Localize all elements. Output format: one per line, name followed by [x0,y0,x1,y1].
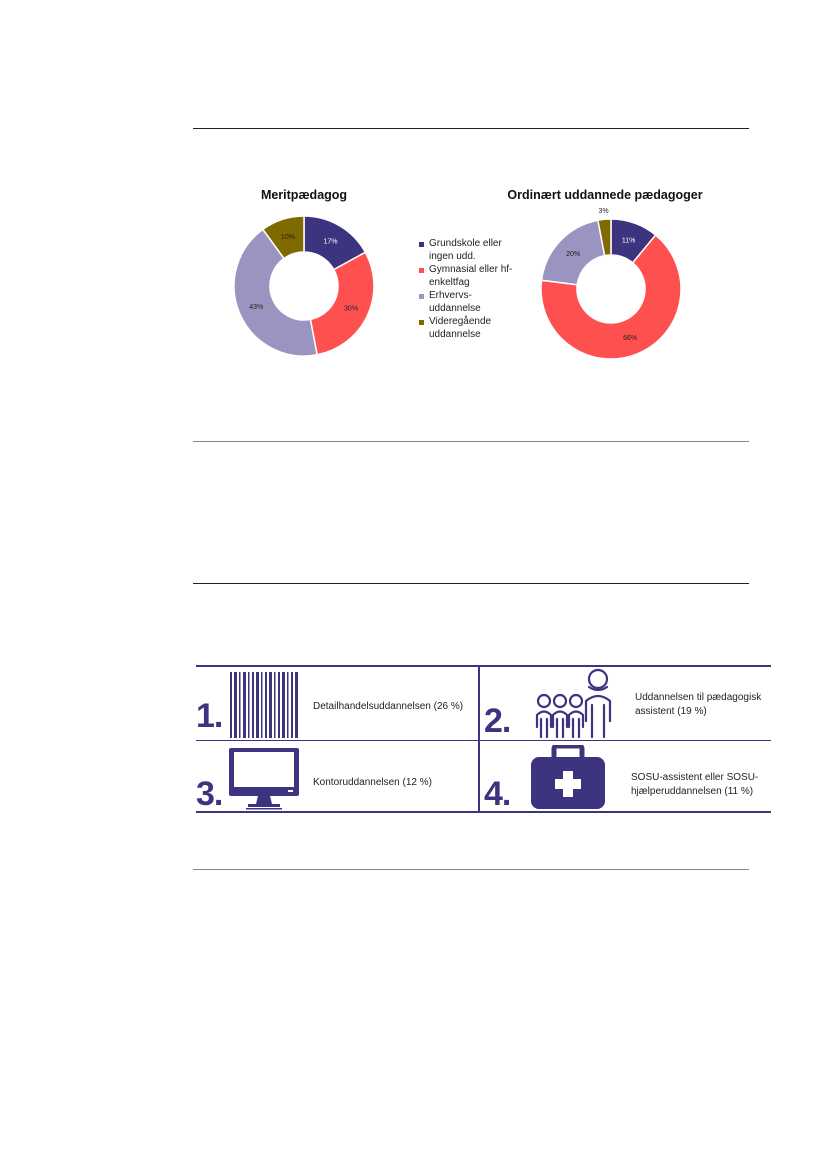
education-label-line: Detailhandelsuddannelsen (26 %) [313,701,464,712]
legend-item-videregaaende [419,316,529,341]
legend-item-gymnasial [419,264,529,289]
rank-number: 3. [196,775,223,813]
chart-title-ordinaert: Ordinært uddannede pædagoger [507,188,703,202]
education-label [635,691,761,719]
section-rule-bottom [193,869,749,870]
legend-label: Grundskole eller [429,238,502,249]
donut-meritpaedagog [234,216,374,356]
legend-label: Gymnasial eller hf- [429,264,513,275]
barcode-icon [228,672,308,738]
slice-data-label: 20% [566,250,581,258]
legend-item-erhvervs [419,290,529,315]
top-educations-grid [196,665,771,813]
rank-number: 2. [484,702,511,740]
slice-data-label: 11% [621,237,636,245]
legend-swatch [419,268,424,273]
education-label-line: SOSU-assistent eller SOSU- [631,772,759,783]
education-label-line: Kontoruddannelsen (12 %) [313,777,432,788]
chart-title-meritpaedagog: Meritpædagog [260,188,348,202]
rank-number: 1. [196,697,223,735]
slice-data-label: 3% [598,207,609,215]
slice-data-label: 43% [249,304,264,312]
legend-label: enkeltfag [429,276,470,288]
slice-data-label: 17% [323,238,338,246]
education-label [313,700,463,714]
education-label-line: Uddannelsen til pædagogisk [635,692,762,703]
slice-data-label: 66% [623,334,638,342]
legend-swatch [419,242,424,247]
legend-swatch [419,320,424,325]
donut-slice [310,252,374,354]
legend-label: Erhvervs- [429,290,472,301]
education-label [631,771,758,799]
section-rule-middle [193,583,749,584]
computer-monitor-icon [228,747,308,811]
slice-data-label: 30% [344,305,359,313]
donut-ordinaert [541,208,681,359]
legend-label: uddannelse [429,328,481,340]
education-label-line: hjælperuddannelsen (11 %) [631,786,754,797]
grid-line [196,665,771,667]
first-aid-kit-icon [530,745,610,811]
rank-number: 4. [484,775,511,813]
legend-label: uddannelse [429,302,481,314]
slice-data-label: 10% [280,234,295,242]
children-group-icon [534,667,624,739]
grid-line [478,665,480,813]
chart-legend [419,238,529,342]
legend-item-grundskole [419,238,529,263]
education-label-line: assistent (19 %) [635,706,707,717]
donut-charts [0,0,827,460]
legend-swatch [419,294,424,299]
legend-label: ingen udd. [429,250,476,262]
legend-label: Videregående [429,316,492,327]
education-label [313,776,432,790]
